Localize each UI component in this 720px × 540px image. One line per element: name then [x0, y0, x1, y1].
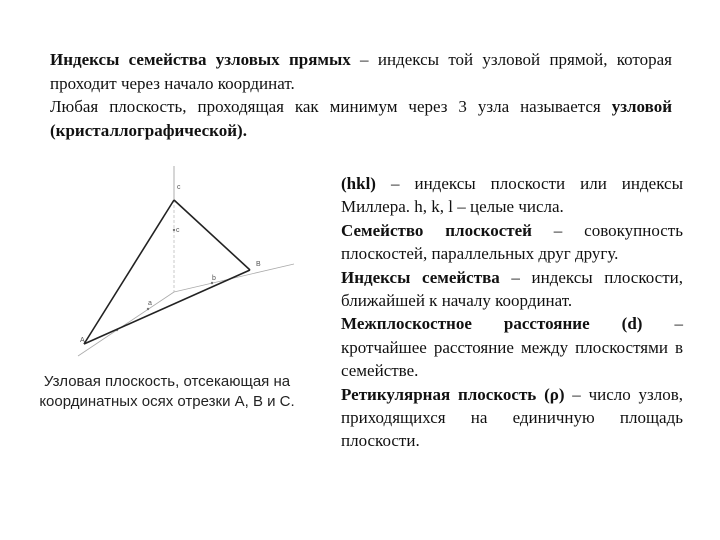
term-node-line-family: Индексы семейства узловых прямых: [50, 50, 351, 69]
term-reticular-plane: Ретикулярная плоскость (ρ): [341, 384, 565, 404]
node-point: [211, 282, 213, 284]
term-family-indices: Индексы семейства: [341, 267, 500, 287]
intro-paragraph-1: [50, 48, 672, 95]
term-hkl: (hkl): [341, 174, 376, 193]
node-point: [147, 308, 149, 310]
definition-node-plane: Любая плоскость, проходящая как минимум через 3 узла называется: [50, 97, 612, 116]
definition-plane-family: [341, 219, 683, 266]
label-b-mid: b: [212, 275, 216, 282]
definition-reticular-plane-text: – число узлов, приходящихся на единичную площадь плоскости.: [341, 384, 684, 451]
plane-edge-cb: [174, 200, 250, 270]
plane-edge-ab: [84, 270, 250, 344]
a-axis-line: [78, 292, 174, 356]
definition-reticular-plane: [341, 383, 683, 453]
definition-hkl-text: – индексы плоскости или индексы Миллера. h, k, l – целые числа.: [341, 174, 683, 217]
definition-family-indices: [341, 266, 683, 313]
label-a-mid: a: [148, 300, 152, 307]
label-c-mid: c: [176, 227, 180, 234]
node-point: [173, 229, 175, 231]
definition-interplanar-distance-text: – кротчайшее расстояние между плоскостями в семействе.: [341, 314, 684, 381]
diagram-caption: Узловая плоскость, отсекающая на координатных осях отрезки А, В и С.: [39, 373, 295, 410]
definition-miller: [341, 172, 683, 219]
term-node-plane-end: .: [242, 120, 247, 140]
node-plane-diagram: [62, 160, 307, 375]
definition-family-indices-text: – индексы плоскости, ближайшей к началу координат.: [341, 267, 683, 311]
definition-node-line-family: – индексы той узловой прямой, которая проходит через начало координат.: [50, 50, 672, 93]
definitions-text: [341, 172, 683, 453]
definition-interplanar-distance: [341, 312, 683, 382]
intro-paragraph-2: [50, 95, 672, 142]
intro-text: [50, 48, 672, 142]
definition-plane-family-text: – совокупность плоскостей, параллельных друг другу.: [341, 220, 683, 264]
term-interplanar-distance: Межплоскостное расстояние (d): [341, 314, 643, 334]
label-b-axis: B: [256, 261, 261, 268]
label-a-axis: A: [80, 337, 85, 344]
term-node-plane: узловой (кристаллографической): [50, 97, 672, 140]
term-plane-family: Семейство плоскостей: [341, 220, 532, 240]
label-c-axis: c: [177, 184, 181, 191]
